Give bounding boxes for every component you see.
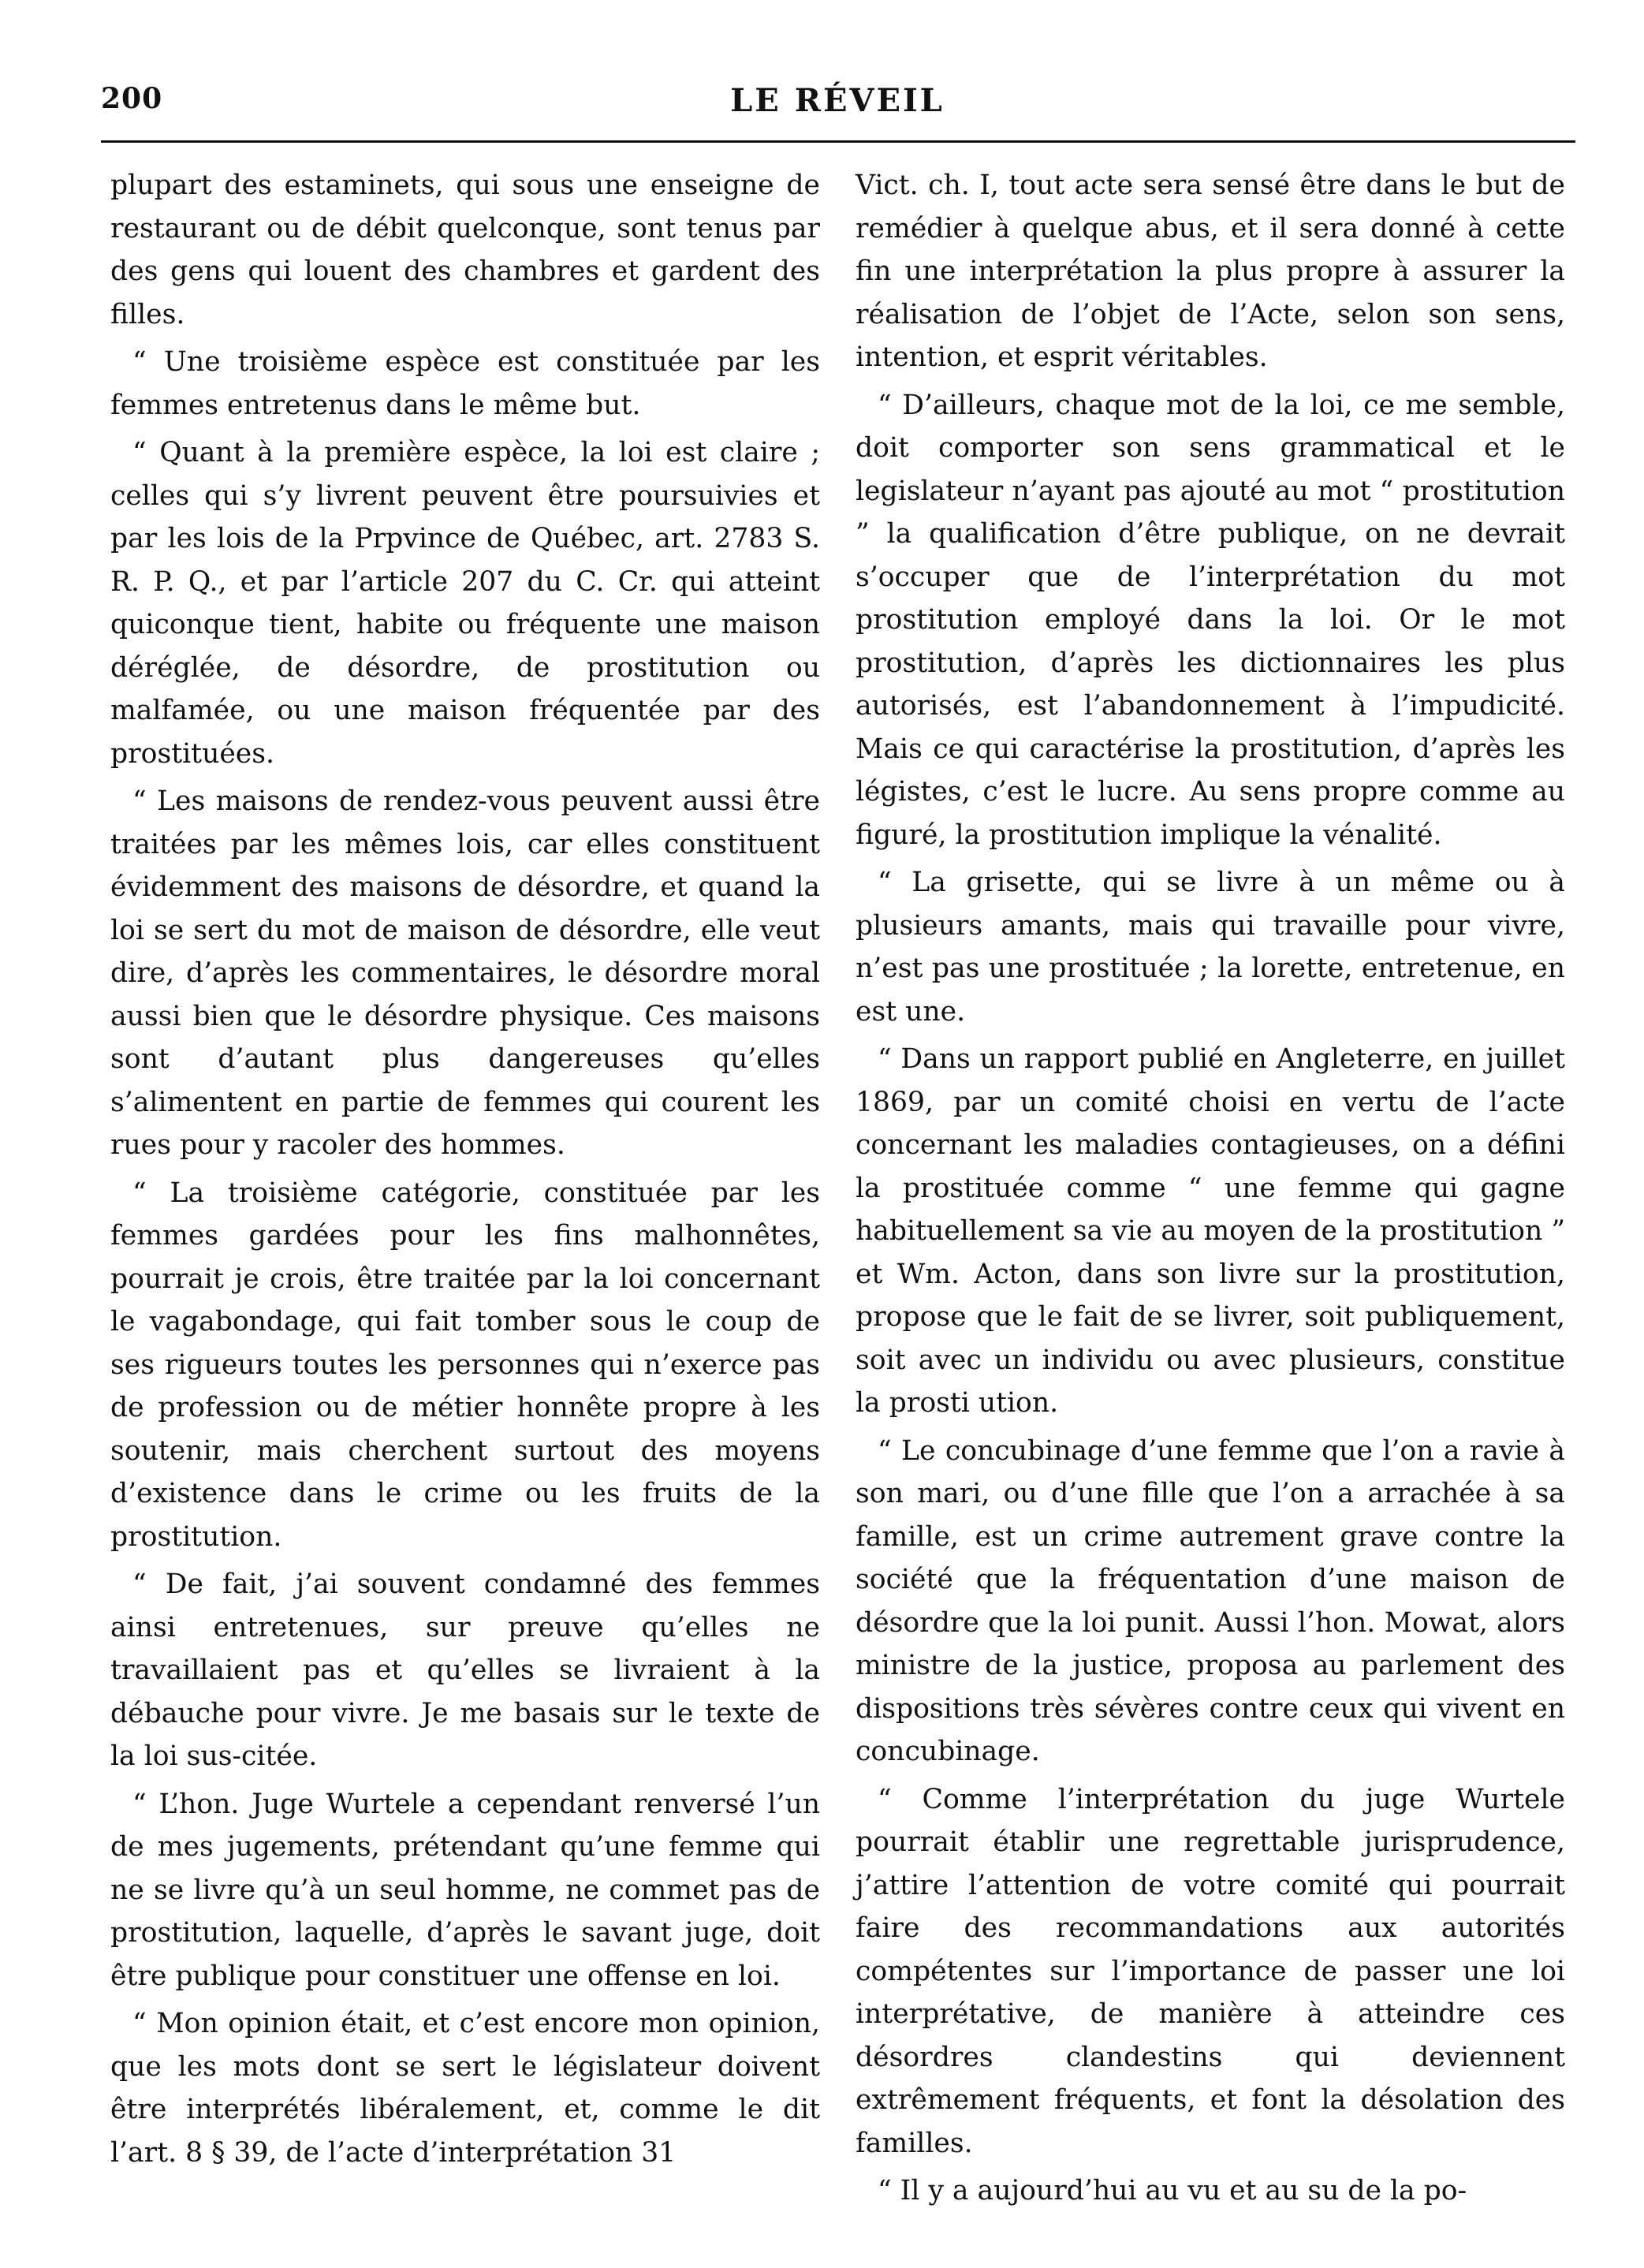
paragraph: “ La grisette, qui se livre à un même ou à plusieurs amants, mais qui travaille pour vivre, n’est pas une prostituée ; la lorette, entretenue, en est une. <box>856 867 1565 1028</box>
paragraph: “ La troisième catégorie, constituée par les femmes gardées pour les fins malhonnêtes, pourrait je crois, être traitée par la loi concernant le vagabondage, qui fait tomber sous le coup de ses rigueurs toutes les personnes qui n’exerce pas de profession ou de métier honnête propre à les soutenir, mais cherchent surtout des moyens d’existence dans le crime ou les fruits de la prostitution. <box>110 1177 820 1553</box>
right-column <box>856 164 1565 2218</box>
paragraph: “ Dans un rapport publié en Angleterre, en juillet 1869, par un comité choisi en vertu de l’acte concernant les maladies contagieuses, on a défini la prostituée comme “ une femme qui gagne habituellement sa vie au moyen de la prostitution ” et Wm. Acton, dans son livre sur la prostitution, propose que le fait de se livrer, soit publiquement, soit avec un individu ou avec plusieurs, constitue la prosti ution. <box>856 1043 1565 1419</box>
paragraph: “ De fait, j’ai souvent condamné des femmes ainsi entretenues, sur preuve qu’elles ne travaillaient pas et qu’elles se livraient à la débauche pour vivre. Je me basais sur le texte de la loi sus-citée. <box>110 1569 820 1772</box>
paragraph: “ L’hon. Juge Wurtele a cependant renversé l’un de mes jugements, prétendant qu’une femme qui ne se livre qu’à un seul homme, ne commet pas de prostitution, laquelle, d’après le savant juge, doit être publique pour constituer une offense en loi. <box>110 1788 820 1992</box>
page-number: 200 <box>101 82 163 115</box>
paragraph: “ Comme l’interprétation du juge Wurtele pourrait établir une regrettable jurisprudence, j’attire l’attention de votre comité qui pourrait faire des recommandations aux autorités compétentes sur l’importance de passer une loi interprétative, de manière à atteindre ces désordres clandestins qui deviennent extrêmement fréquents, et font la désolation des familles. <box>856 1783 1565 2159</box>
paragraph: “ Quant à la première espèce, la loi est claire ; celles qui s’y livrent peuvent être poursuivies et par les lois de la Prpvince de Québec, art. 2783 S. R. P. Q., et par l’article 207 du C. Cr. qui atteint quiconque tient, habite ou fréquente une maison déréglée, de désordre, de prostitution ou malfamée, ou une maison fréquentée par des prostituées. <box>110 437 820 770</box>
paragraph: “ Le concubinage d’une femme que l’on a ravie à son mari, ou d’une fille que l’on a arrachée à sa famille, est un crime autrement grave contre la société que la fréquentation d’une maison de désordre que la loi punit. Aussi l’hon. Mowat, alors ministre de la justice, proposa au parlement des dispositions très sévères contre ceux qui vivent en concubinage. <box>856 1434 1565 1767</box>
paragraph: “ Une troisième espèce est constituée par les femmes entretenus dans le même but. <box>110 346 820 421</box>
paragraph: plupart des estaminets, qui sous une enseigne de restaurant ou de débit quelconque, sont tenus par des gens qui louent des chambres et gardent des filles. <box>110 170 820 330</box>
paragraph: Vict. ch. I, tout acte sera sensé être dans le but de remédier à quelque abus, et il sera donné à cette fin une interprétation la plus propre à assurer la réalisation de l’objet de l’Acte, selon son sens, intention, et esprit véritables. <box>856 170 1565 373</box>
paragraph: “ Mon opinion était, et c’est encore mon opinion, que les mots dont se sert le législateur doivent être interprétés libéralement, et, comme le dit l’art. 8 § 39, de l’acte d’interprétation 31 <box>110 2008 820 2169</box>
left-column <box>110 164 820 2179</box>
paragraph: “ Il y a aujourd’hui au vu et au su de la po- <box>878 2175 1467 2206</box>
paragraph: “ Les maisons de rendez-vous peuvent aussi être traitées par les mêmes lois, car elles constituent évidemment des maisons de désordre, et quand la loi se sert du mot de maison de désordre, elle veut dire, d’après les commentaires, le désordre moral aussi bien que le désordre physique. Ces maisons sont d’autant plus dangereuses qu’elles s’alimentent en partie de femmes qui courent les rues pour y racoler des hommes. <box>110 785 820 1161</box>
paragraph: “ D’ailleurs, chaque mot de la loi, ce me semble, doit comporter son sens grammatical et le legislateur n’ayant pas ajouté au mot “ prostitution ” la qualification d’être publique, on ne devrait s’occuper que de l’interprétation du mot prostitution employé dans la loi. Or le mot prostitution, d’après les dictionnaires les plus autorisés, est l’abandonnement à l’impudicité. Mais ce qui caractérise la prostitution, d’après les légistes, c’est le lucre. Au sens propre comme au figuré, la prostitution implique la vénalité. <box>856 389 1565 851</box>
header-rule <box>101 140 1575 143</box>
page-header <box>101 82 1574 129</box>
journal-title: LE RÉVEIL <box>730 82 945 119</box>
